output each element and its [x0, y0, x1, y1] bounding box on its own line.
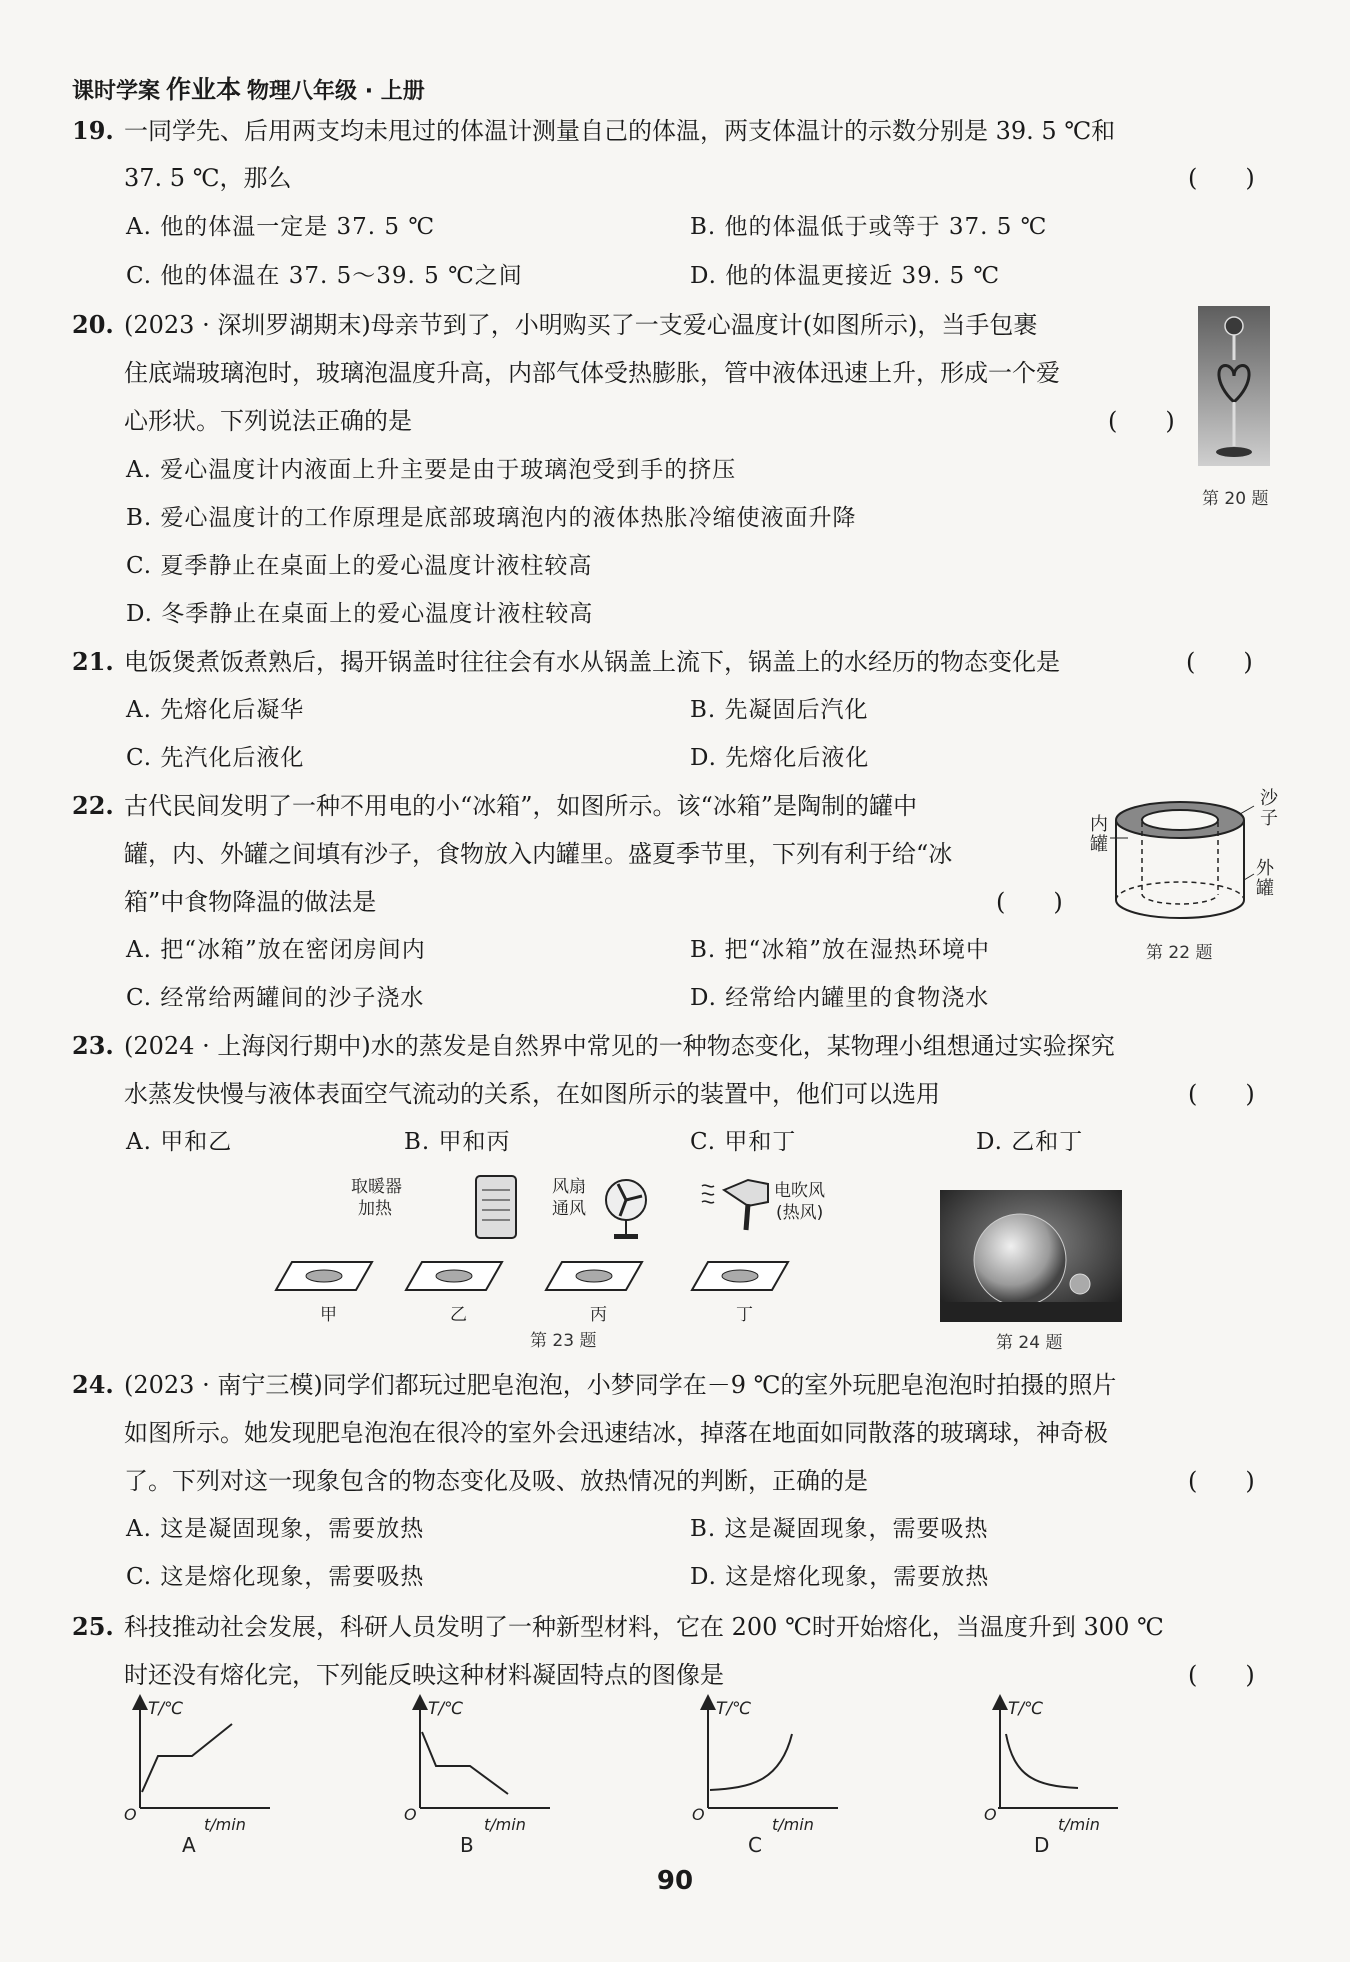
label-inner: 内	[1090, 814, 1108, 835]
graph-c[interactable]	[692, 1699, 838, 1857]
question-25-line1: 25. 科技推动社会发展，科研人员发明了一种新型材料，它在 200 ℃时开始熔化，当温度升到 300 ℃	[72, 1612, 1164, 1641]
q19-option-c[interactable]: C. 他的体温在 37. 5～39. 5 ℃之间	[126, 263, 523, 289]
label-sand-2: 子	[1260, 808, 1278, 829]
dryer-label: 电吹风	[774, 1181, 825, 1201]
q21-option-b[interactable]: B. 先凝固后汽化	[690, 697, 869, 723]
answer-blank-22[interactable]: ( )	[996, 888, 1063, 916]
question-24-line2: 如图所示。她发现肥皂泡泡在很冷的室外会迅速结冰，掉落在地面如同散落的玻璃球，神奇极	[124, 1419, 1108, 1447]
label-outer: 外	[1256, 858, 1274, 879]
x-axis-label: t/min	[204, 1815, 246, 1834]
q24-option-c[interactable]: C. 这是熔化现象，需要吸热	[126, 1564, 425, 1590]
frozen-bubble-photo	[940, 1190, 1122, 1322]
subject-name: 物理八年级 · 上册	[247, 79, 425, 104]
graph-label-c: C	[748, 1833, 762, 1857]
q22-option-c[interactable]: C. 经常给两罐间的沙子浇水	[126, 985, 425, 1011]
answer-blank-23[interactable]: ( )	[1188, 1080, 1255, 1108]
q24-option-b[interactable]: B. 这是凝固现象，需要吸热	[690, 1516, 989, 1542]
question-19-line1: 19. 一同学先、后用两支均未甩过的体温计测量自己的体温，两支体温计的示数分别是 39. 5 ℃和	[72, 116, 1116, 145]
plate-ding	[692, 1262, 788, 1325]
heart-thermometer-figure	[1198, 306, 1270, 466]
plate-label-yi: 乙	[450, 1305, 467, 1325]
curve-a	[142, 1724, 232, 1792]
page-header	[72, 70, 425, 106]
q21-option-c[interactable]: C. 先汽化后液化	[126, 745, 305, 771]
question-25-line2: 时还没有熔化完，下列能反映这种材料凝固特点的图像是	[124, 1661, 724, 1689]
q24-option-d[interactable]: D. 这是熔化现象，需要放热	[690, 1564, 990, 1590]
origin-label: O	[692, 1805, 705, 1824]
plate-jia	[276, 1262, 372, 1325]
question-23-line1: 23. (2024 · 上海闵行期中)水的蒸发是自然界中常见的一种物态变化，某物理小组想通过实验探究	[72, 1031, 1115, 1060]
hair-dryer-icon	[702, 1180, 768, 1230]
question-23-line2: 水蒸发快慢与液体表面空气流动的关系，在如图所示的装置中，他们可以选用	[124, 1080, 940, 1108]
q21-option-d[interactable]: D. 先熔化后液化	[690, 745, 870, 771]
q20-option-b[interactable]: B. 爱心温度计的工作原理是底部玻璃泡内的液体热胀冷缩使液面升降	[126, 505, 857, 531]
graph-a[interactable]	[124, 1699, 270, 1857]
fan-label: 风扇	[552, 1177, 586, 1197]
q22-option-d[interactable]: D. 经常给内罐里的食物浇水	[690, 985, 990, 1011]
label-outer-2: 罐	[1256, 878, 1274, 899]
plate-bing	[546, 1262, 642, 1325]
q22-option-b[interactable]: B. 把“冰箱”放在湿热环境中	[690, 937, 991, 963]
curve-c	[710, 1734, 792, 1790]
page-number: 90	[656, 1866, 694, 1896]
figure-23-caption: 第 23 题	[530, 1331, 597, 1351]
figure-24-caption: 第 24 题	[996, 1333, 1063, 1353]
plate-label-jia: 甲	[320, 1305, 337, 1325]
graph-label-d: D	[1034, 1833, 1050, 1857]
q19-option-d[interactable]: D. 他的体温更接近 39. 5 ℃	[690, 263, 1001, 289]
y-axis-label: T/℃	[716, 1699, 752, 1719]
figure-20-caption: 第 20 题	[1202, 489, 1269, 509]
question-19-line2: 37. 5 ℃，那么	[124, 164, 292, 192]
book-name: 作业本	[166, 75, 242, 104]
graph-d[interactable]	[984, 1699, 1118, 1857]
plate-yi	[406, 1262, 502, 1325]
y-axis-label: T/℃	[428, 1699, 464, 1719]
x-axis-label: t/min	[772, 1815, 814, 1834]
q23-option-a[interactable]: A. 甲和乙	[126, 1129, 233, 1155]
fan-icon	[606, 1180, 646, 1239]
curve-b	[422, 1732, 508, 1794]
plate-label-ding: 丁	[736, 1305, 753, 1325]
dryer-label-2: (热风)	[776, 1203, 824, 1223]
y-axis-label: T/℃	[1008, 1699, 1044, 1719]
answer-blank-24[interactable]: ( )	[1188, 1467, 1255, 1495]
clay-pot-cooler-figure	[1088, 788, 1278, 930]
graph-label-b: B	[460, 1833, 474, 1857]
x-axis-label: t/min	[484, 1815, 526, 1834]
label-inner-2: 罐	[1090, 834, 1108, 855]
graph-b[interactable]	[404, 1699, 550, 1857]
q23-option-b[interactable]: B. 甲和丙	[404, 1129, 511, 1155]
plate-label-bing: 丙	[590, 1305, 607, 1325]
origin-label: O	[984, 1805, 997, 1824]
answer-blank-19[interactable]: ( )	[1188, 164, 1255, 192]
question-20-line1: 20. (2023 · 深圳罗湖期末)母亲节到了，小明购买了一支爱心温度计(如图所示)，当手包裹	[72, 310, 1038, 339]
q20-option-d[interactable]: D. 冬季静止在桌面上的爱心温度计液柱较高	[126, 601, 594, 627]
q20-option-c[interactable]: C. 夏季静止在桌面上的爱心温度计液柱较高	[126, 553, 593, 579]
q23-option-c[interactable]: C. 甲和丁	[690, 1129, 797, 1155]
question-20-line2: 住底端玻璃泡时，玻璃泡温度升高，内部气体受热膨胀，管中液体迅速上升，形成一个爱	[124, 359, 1060, 387]
curve-d	[1006, 1734, 1078, 1788]
heater-label-2: 加热	[358, 1199, 392, 1219]
origin-label: O	[124, 1805, 137, 1824]
q19-option-b[interactable]: B. 他的体温低于或等于 37. 5 ℃	[690, 214, 1048, 240]
solidification-graphs	[120, 1694, 1120, 1857]
fan-label-2: 通风	[552, 1199, 586, 1219]
answer-blank-21[interactable]: ( )	[1186, 648, 1253, 676]
x-axis-label: t/min	[1058, 1815, 1100, 1834]
question-24-line1: 24. (2023 · 南宁三模)同学们都玩过肥皂泡泡，小梦同学在－9 ℃的室外玩肥皂泡泡时拍摄的照片	[72, 1370, 1117, 1399]
q24-option-a[interactable]: A. 这是凝固现象，需要放热	[126, 1516, 425, 1542]
graph-label-a: A	[182, 1833, 196, 1857]
q19-option-a[interactable]: A. 他的体温一定是 37. 5 ℃	[126, 214, 436, 240]
evaporation-setup-figure	[262, 1168, 825, 1351]
figure-22-caption: 第 22 题	[1146, 943, 1213, 963]
question-22-line3: 箱”中食物降温的做法是	[124, 888, 377, 916]
question-21-line1: 21. 电饭煲煮饭煮熟后，揭开锅盖时往往会有水从锅盖上流下，锅盖上的水经历的物态变化是	[72, 647, 1060, 676]
origin-label: O	[404, 1805, 417, 1824]
question-22-line2: 罐，内、外罐之间填有沙子，食物放入内罐里。盛夏季节里，下列有利于给“冰	[124, 840, 953, 868]
y-axis-label: T/℃	[148, 1699, 184, 1719]
heater-icon	[476, 1176, 516, 1238]
series-name: 课时学案	[72, 79, 161, 104]
q23-option-d[interactable]: D. 乙和丁	[976, 1129, 1084, 1155]
q21-option-a[interactable]: A. 先熔化后凝华	[126, 697, 305, 723]
q20-option-a[interactable]: A. 爱心温度计内液面上升主要是由于玻璃泡受到手的挤压	[126, 457, 737, 483]
answer-blank-20[interactable]: ( )	[1108, 407, 1175, 435]
question-22-line1: 22. 古代民间发明了一种不用电的小“冰箱”，如图所示。该“冰箱”是陶制的罐中	[72, 791, 918, 820]
question-20-line3: 心形状。下列说法正确的是	[124, 407, 412, 435]
q22-option-a[interactable]: A. 把“冰箱”放在密闭房间内	[126, 937, 426, 963]
heater-label: 取暖器	[351, 1177, 402, 1197]
label-sand: 沙	[1260, 788, 1278, 809]
answer-blank-25[interactable]: ( )	[1188, 1661, 1255, 1689]
question-24-line3: 了。下列对这一现象包含的物态变化及吸、放热情况的判断，正确的是	[124, 1467, 868, 1495]
